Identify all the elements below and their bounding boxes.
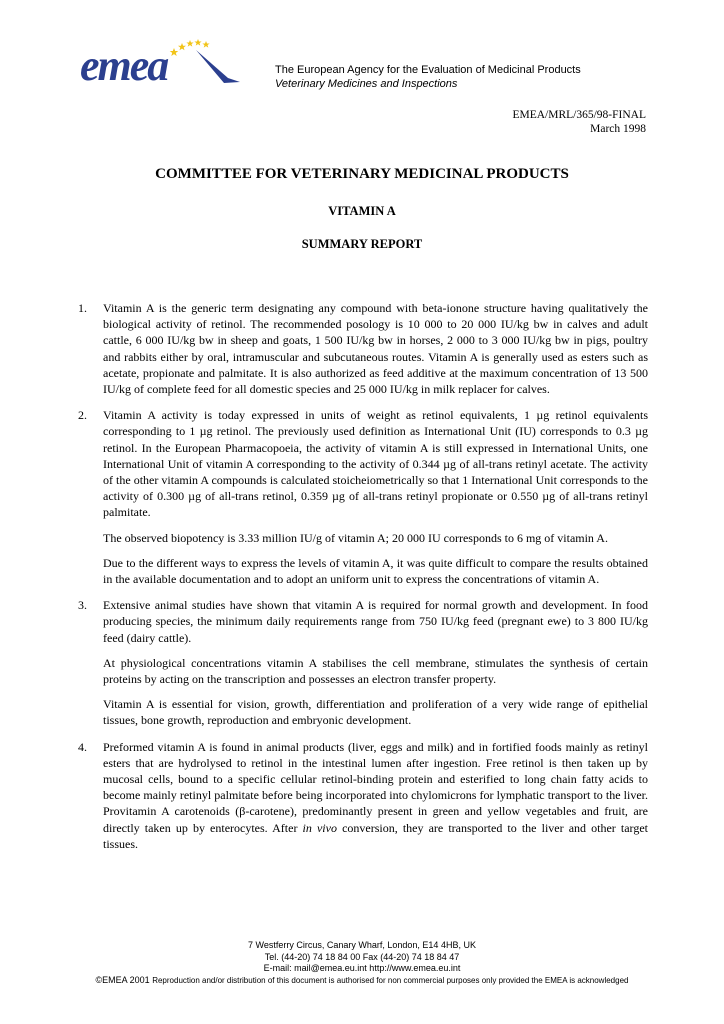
section-paragraph: Vitamin A activity is today expressed in units of weight as retinol equivalents, 1 µg retinol equivalents corresponding to 1 µg retinol. The previously used definition as International Unit (IU) corresponds to 0.3 µg retinol. In the European Pharmacopoeia, the activity of vitamin A is still expressed in International Units, one International Unit of vitamin A corresponding to the activity of 0.344 µg of all-trans retinyl acetate. The activity of the other vitamin A compounds is calculated stoicheiometrically so that 1 International Unit corresponds to the activity of 0.300 µg of all-trans retinol, 0.359 µg of all-trans retinyl propionate or 0.550 µg of all-trans retinyl palmitate. — [103, 408, 648, 520]
page-footer — [0, 940, 724, 986]
doc-ref-number: EMEA/MRL/365/98-FINAL — [512, 109, 646, 121]
section-number: 3. — [78, 598, 87, 613]
copyright-mark: ©EMEA 2001 — [95, 974, 150, 985]
latin-term: in vivo — [302, 820, 337, 835]
emea-logo — [78, 38, 248, 90]
footer-copyright — [0, 975, 724, 987]
section-number: 1. — [78, 301, 87, 315]
report-type-title: SUMMARY REPORT — [301, 237, 423, 251]
agency-block — [275, 63, 581, 91]
report-body — [78, 300, 648, 862]
doc-date: March 1998 — [590, 123, 646, 135]
section-number: 2. — [78, 408, 87, 423]
numbered-section — [78, 739, 648, 852]
numbered-section — [78, 597, 648, 728]
logo-wordmark: emea — [80, 41, 168, 90]
footer-address: 7 Westferry Circus, Canary Wharf, London, E14 4HB, UK — [248, 940, 476, 950]
section-paragraph: The observed biopotency is 3.33 million IU/g of vitamin A; 20 000 IU corresponds to 6 mg of vitamin A. — [103, 530, 608, 545]
agency-name: The European Agency for the Evaluation of Medicinal Products — [275, 64, 581, 76]
footer-email-web: E-mail: mail@emea.eu.int http://www.emea.eu.int — [263, 963, 461, 973]
numbered-section — [78, 407, 648, 587]
logo-stars — [170, 39, 210, 56]
section-paragraph: At physiological concentrations vitamin A stabilises the cell membrane, stimulates the synthesis of certain proteins by acting on the transcription and possesses an electron transfer property. — [103, 655, 648, 687]
substance-title: VITAMIN A — [328, 204, 396, 218]
section-paragraph: Preformed vitamin A is found in animal products (liver, eggs and milk) and in fortified foods mainly as retinyl esters that are hydrolysed to retinol in the intestinal lumen after ingestion. Free retinol is then taken up by mucosal cells, bound to a specific cellular retinol-binding protein and esterified to long chain fatty acids to become mainly retinyl palmitate before being incorporated into chylomicrons for lymphatic transport to the liver. Provitamin A carotenoids (β-carotene), predominantly present in green and yellow vegetables and fruit, are directly taken up by enterocytes. After in vivo conversion, they are transported to the liver and other target tissues. — [103, 739, 648, 851]
logo-swoosh — [196, 50, 240, 83]
section-number: 4. — [78, 739, 87, 754]
copyright-text: Reproduction and/or distribution of this document is authorised for non commercial purposes only provided the EMEA is acknowledged — [152, 975, 629, 985]
document-reference — [512, 108, 646, 136]
section-paragraph: Due to the different ways to express the levels of vitamin A, it was quite difficult to compare the results obtained in the available documentation and to adopt an uniform unit to express the concentrations of vitamin A. — [103, 555, 648, 587]
footer-phone-fax: Tel. (44-20) 74 18 84 00 Fax (44-20) 74 18 84 47 — [264, 951, 460, 962]
section-paragraph: Vitamin A is essential for vision, growth, differentiation and proliferation of a very wide range of epithelial tissues, bone growth, reproduction and embryonic development. — [103, 697, 648, 728]
section-paragraph: Extensive animal studies have shown that vitamin A is required for normal growth and development. In food producing species, the minimum daily requirements range from 750 IU/kg feed (pregnant ewe) to 3 800 IU/kg feed (dairy cattle). — [103, 598, 648, 645]
agency-unit: Veterinary Medicines and Inspections — [275, 78, 458, 90]
section-paragraph: Vitamin A is the generic term designating any compound with beta-ionone structure having qualitatively the biological activity of retinol. The recommended posology is 10 000 to 20 000 IU/kg bw in calves and adult cattle, 6 000 IU/kg bw in sheep and goats, 1 500 IU/kg bw in horses, 2 000 to 3 000 IU/kg bw in pigs, poultry and rabbits either by oral, intramuscular and subcutaneous routes. Vitamin A is generally used as esters such as acetate, propionate and palmitate. It is also authorized as feed additive at the maximum concentration of 13 500 IU/kg of complete feed for all domestic species and 25 000 IU/kg in milk replacer for calves. — [103, 301, 648, 397]
committee-title: COMMITTEE FOR VETERINARY MEDICINAL PRODUCTS — [155, 166, 569, 182]
numbered-section — [78, 300, 648, 397]
